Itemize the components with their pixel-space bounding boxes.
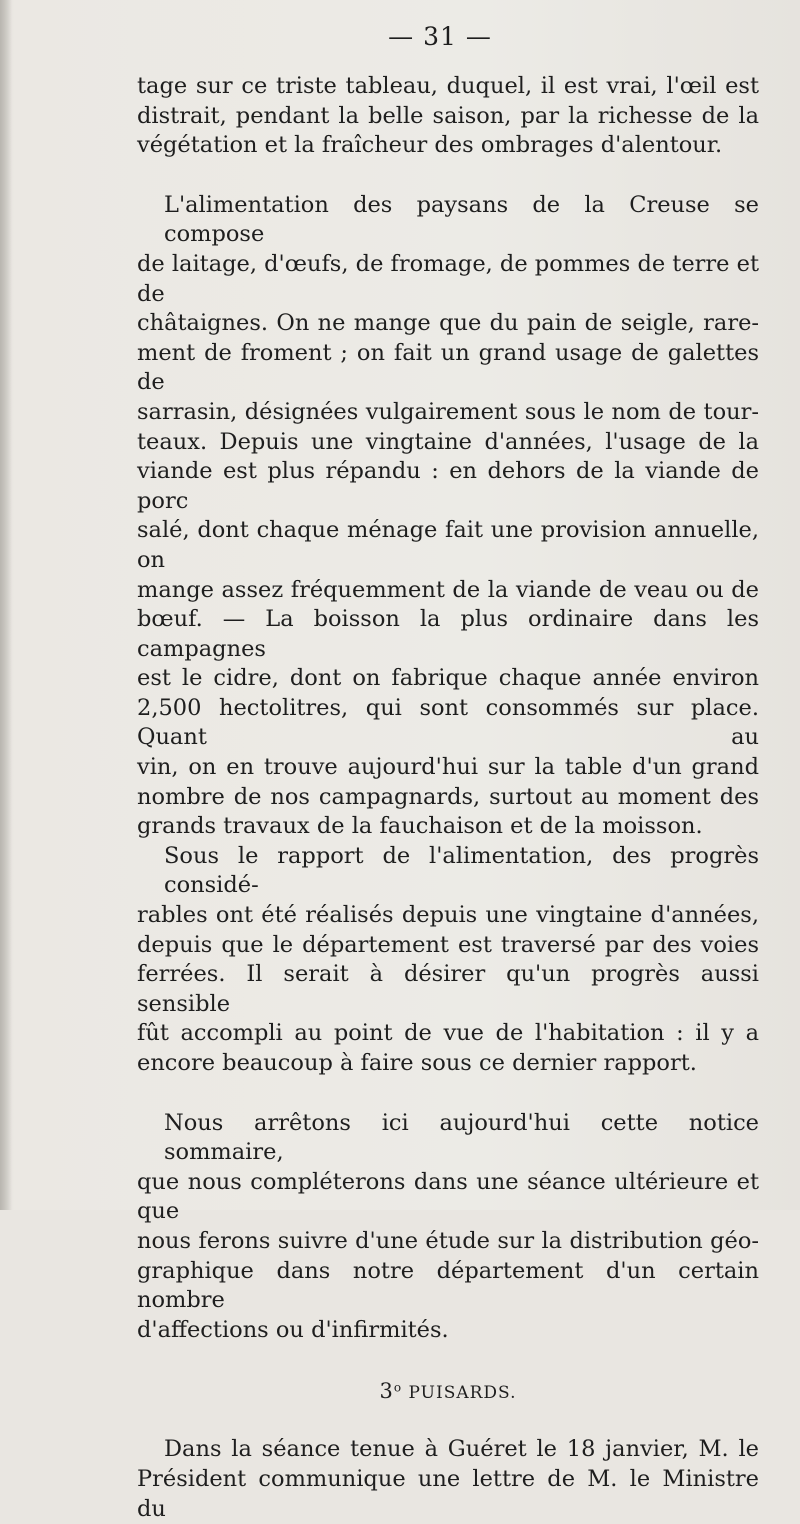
- text-line: nombre de nos campagnards, surtout au moment des: [137, 783, 759, 810]
- text-line: d'affections ou d'infirmités.: [137, 1316, 449, 1343]
- text-line: châtaignes. On ne mange que du pain de seigle, rare-: [137, 310, 759, 337]
- text-line: bœuf. — La boisson la plus ordinaire dans les campagnes: [137, 606, 759, 662]
- text-line: viande est plus répandu : en dehors de la viande de porc: [137, 458, 759, 514]
- text-line: ferrées. Il serait à désirer qu'un progrès aussi sensible: [137, 961, 759, 1017]
- section-number-superscript: o: [393, 1380, 403, 1395]
- text-line: nous ferons suivre d'une étude sur la distribution géo-: [137, 1227, 759, 1254]
- text-line: Nous arrêtons ici aujourd'hui cette notice sommaire,: [164, 1109, 759, 1166]
- paragraph-continued: [137, 72, 759, 161]
- page-edge-shadow: [0, 0, 12, 1210]
- text-line: distrait, pendant la belle saison, par la richesse de la: [137, 102, 759, 129]
- section-title: PUISARDS.: [408, 1383, 517, 1404]
- text-line: vin, on en trouve aujourd'hui sur la table d'un grand: [137, 754, 759, 781]
- text-line: encore beaucoup à faire sous ce dernier rapport.: [137, 1050, 697, 1076]
- text-line: ment de froment ; on fait un grand usage de galettes de: [137, 339, 759, 396]
- text-line: teaux. Depuis une vingtaine d'années, l'usage de la: [137, 428, 759, 455]
- text-line: tage sur ce triste tableau, duquel, il est vrai, l'œil est: [137, 73, 759, 99]
- text-line: Dans la séance tenue à Guéret le 18 janvier, M. le: [164, 1436, 759, 1463]
- text-line: Président communique une lettre de M. le Ministre du: [137, 1465, 759, 1522]
- text-line: rables ont été réalisés depuis une vingtaine d'années,: [137, 902, 759, 929]
- paragraph-conclusion: [137, 1109, 759, 1346]
- section-heading: [137, 1379, 759, 1403]
- paragraph-seance: [137, 1435, 759, 1524]
- section-number: 3: [379, 1379, 394, 1404]
- text-line: depuis que le département est traversé par des voies: [137, 931, 759, 958]
- paragraph-alimentation: [137, 191, 759, 842]
- text-line: fût accompli au point de vue de l'habitation : il y a: [137, 1020, 759, 1047]
- text-line: 2,500 hectolitres, qui sont consommés sur place. Quant au: [137, 694, 759, 751]
- text-line: graphique dans notre département d'un certain nombre: [137, 1257, 759, 1314]
- text-line: L'alimentation des paysans de la Creuse se compose: [164, 191, 759, 248]
- text-line: Sous le rapport de l'alimentation, des progrès considé-: [164, 842, 759, 899]
- paragraph-progres: [137, 842, 759, 1079]
- page-number: — 31 —: [388, 22, 492, 51]
- text-line: grands travaux de la fauchaison et de la moisson.: [137, 813, 703, 840]
- text-line: que nous compléterons dans une séance ultérieure et que: [137, 1168, 759, 1225]
- text-line: mange assez fréquemment de la viande de veau ou de: [137, 576, 759, 603]
- text-line: salé, dont chaque ménage fait une provision annuelle, on: [137, 517, 759, 573]
- text-line: sarrasin, désignées vulgairement sous le nom de tour-: [137, 398, 759, 425]
- text-line: de laitage, d'œufs, de fromage, de pommes de terre et de: [137, 250, 760, 307]
- page-body: [137, 72, 759, 1524]
- text-line: végétation et la fraîcheur des ombrages d'alentour.: [137, 132, 723, 159]
- text-line: est le cidre, dont on fabrique chaque année environ: [137, 665, 759, 692]
